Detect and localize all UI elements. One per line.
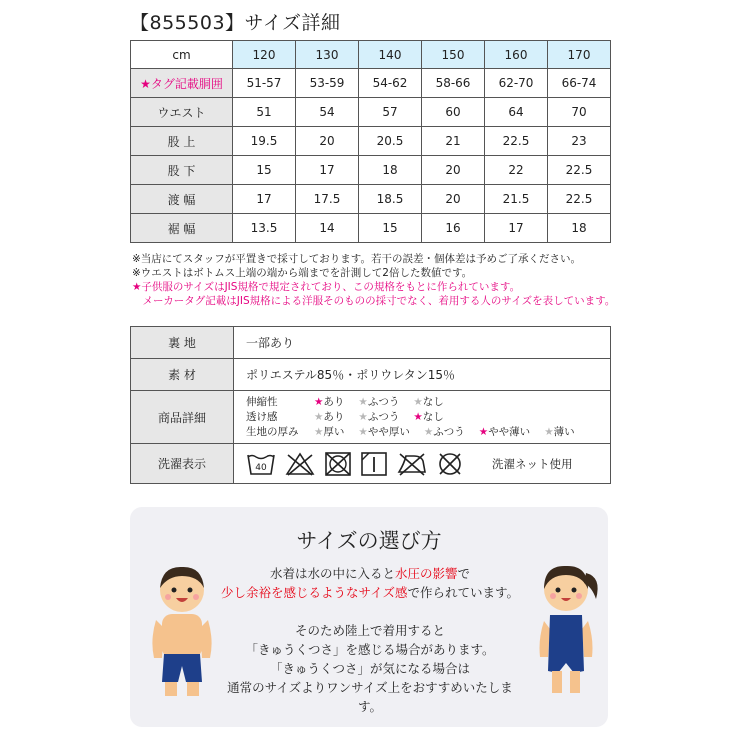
detail-option: ★なし (413, 395, 444, 408)
table-cell: 18 (548, 214, 611, 243)
table-cell: 23 (548, 127, 611, 156)
guide-title: サイズの選び方 (296, 529, 442, 553)
detail-option: ★薄い (544, 425, 575, 438)
guide-emphasis: 少し余裕を感じるようなサイズ感 (220, 585, 408, 600)
detail-option: ★やや薄い (478, 425, 531, 438)
line-dry-shade-icon (360, 451, 388, 477)
unit-label: cm (131, 41, 233, 69)
wash-temp-label: 40 (255, 462, 267, 473)
wash-note: 洗濯ネット使用 (492, 456, 573, 471)
guide-text: 水着は水の中に入ると (269, 566, 395, 581)
table-cell: 17.5 (296, 185, 359, 214)
size-header: 120 (233, 41, 296, 69)
guide-text: で作られています。 (407, 585, 520, 600)
table-cell: 15 (233, 156, 296, 185)
star-filled-icon: ★ (314, 395, 324, 408)
table-row (131, 391, 611, 444)
detail-key: 伸縮性 (246, 395, 278, 408)
table-cell: 21 (422, 127, 485, 156)
row-label: ★タグ記載胴囲 (131, 69, 233, 98)
table-cell: 16 (422, 214, 485, 243)
size-notes (132, 252, 616, 308)
no-bleach-icon (284, 451, 316, 477)
details-list (246, 395, 610, 440)
table-cell: 51 (233, 98, 296, 127)
table-cell: 22.5 (548, 185, 611, 214)
table-cell: 17 (233, 185, 296, 214)
row-label: 裏 地 (131, 327, 234, 359)
table-cell: 22 (485, 156, 548, 185)
table-cell: 14 (296, 214, 359, 243)
table-row (131, 156, 611, 185)
table-row (131, 444, 611, 484)
note-line: メーカータグ記載はJIS規格による洋服そのものの採寸でなく、着用する人のサイズを表しています。 (132, 295, 616, 307)
table-row (131, 185, 611, 214)
row-label: 商品詳細 (131, 391, 234, 444)
table-cell: 53-59 (296, 69, 359, 98)
table-cell: 62-70 (485, 69, 548, 98)
guide-line: そのため陸上で着用すると (294, 623, 445, 638)
size-header-row (131, 41, 611, 69)
row-label: ウエスト (131, 98, 233, 127)
star-empty-icon: ★ (314, 425, 324, 438)
table-cell: 51-57 (233, 69, 296, 98)
boy-illustration (142, 562, 222, 702)
star-empty-icon: ★ (358, 425, 368, 438)
page-title: 【855503】サイズ詳細 (130, 12, 341, 34)
size-table (130, 40, 611, 243)
detail-row (246, 410, 610, 425)
table-row (131, 98, 611, 127)
guide-paragraph-2 (220, 621, 520, 716)
wash-40-icon (246, 451, 276, 477)
guide-text: で (457, 566, 471, 581)
size-header: 160 (485, 41, 548, 69)
detail-key: 生地の厚み (246, 425, 299, 438)
star-empty-icon: ★ (314, 410, 324, 423)
detail-option: ★あり (314, 395, 345, 408)
table-row (131, 214, 611, 243)
size-header: 130 (296, 41, 359, 69)
table-cell: 54 (296, 98, 359, 127)
detail-option: ★厚い (314, 425, 345, 438)
row-label: 股 下 (131, 156, 233, 185)
table-cell: 20.5 (359, 127, 422, 156)
guide-emphasis: 水圧の影響 (394, 566, 458, 581)
lining-value: 一部あり (234, 327, 611, 359)
star-empty-icon: ★ (423, 425, 434, 438)
row-label: 渡 幅 (131, 185, 233, 214)
table-cell: 18.5 (359, 185, 422, 214)
table-cell: 17 (296, 156, 359, 185)
no-dry-clean-icon (436, 451, 464, 477)
table-cell: 15 (359, 214, 422, 243)
star-empty-icon: ★ (358, 410, 368, 423)
size-header: 150 (422, 41, 485, 69)
table-cell: 21.5 (485, 185, 548, 214)
table-cell: 17 (485, 214, 548, 243)
row-label: 股 上 (131, 127, 233, 156)
detail-row (246, 395, 610, 410)
table-cell: 64 (485, 98, 548, 127)
table-cell: 54-62 (359, 69, 422, 98)
details-cell (234, 391, 611, 444)
table-cell: 20 (422, 185, 485, 214)
detail-option: ★やや厚い (358, 425, 410, 438)
table-cell: 66-74 (548, 69, 611, 98)
table-cell: 20 (296, 127, 359, 156)
table-cell: 13.5 (233, 214, 296, 243)
table-row (131, 127, 611, 156)
table-cell: 20 (422, 156, 485, 185)
table-row (131, 327, 611, 359)
note-line: ★子供服のサイズはJIS規格で規定されており、この規格をもとに作られています。 (132, 281, 521, 293)
no-iron-icon (396, 451, 428, 477)
star-empty-icon: ★ (544, 425, 554, 438)
row-label: 洗濯表示 (131, 444, 234, 484)
size-guide-panel (130, 507, 608, 727)
size-header: 170 (548, 41, 611, 69)
star-empty-icon: ★ (413, 395, 423, 408)
detail-option: ★ふつう (358, 410, 400, 423)
table-cell: 60 (422, 98, 485, 127)
no-tumble-dry-icon (324, 451, 352, 477)
star-filled-icon: ★ (478, 425, 489, 438)
star-empty-icon: ★ (358, 395, 368, 408)
material-value: ポリエステル85％・ポリウレタン15％ (234, 359, 611, 391)
table-cell: 22.5 (485, 127, 548, 156)
detail-option: ★ふつう (358, 395, 400, 408)
row-label: 素 材 (131, 359, 234, 391)
material-table (130, 326, 611, 484)
detail-option: ★なし (413, 410, 444, 423)
table-cell: 22.5 (548, 156, 611, 185)
detail-row (246, 425, 610, 440)
table-cell: 58-66 (422, 69, 485, 98)
size-header: 140 (359, 41, 422, 69)
detail-option: ★ふつう (423, 425, 465, 438)
table-row (131, 69, 611, 98)
note-line: ※ウエストはボトムス上端の端から端までを計測して2倍した数値です。 (132, 267, 473, 279)
table-row (131, 359, 611, 391)
guide-paragraph-1 (220, 564, 520, 602)
guide-line: 「きゅうくつさ」を感じる場合があります。 (245, 642, 495, 657)
wash-cell (234, 444, 611, 484)
guide-line: 通常のサイズよりワンサイズ上をおすすめいたします。 (227, 680, 513, 714)
table-cell: 70 (548, 98, 611, 127)
table-cell: 57 (359, 98, 422, 127)
table-cell: 18 (359, 156, 422, 185)
row-label: 裾 幅 (131, 214, 233, 243)
table-cell: 19.5 (233, 127, 296, 156)
star-filled-icon: ★ (413, 410, 423, 423)
guide-line: 「きゅうくつさ」が気になる場合は (269, 661, 470, 676)
note-line: ※当店にてスタッフが平置きで採寸しております。若干の誤差・個体差は予めご了承ください。 (132, 253, 581, 265)
detail-key: 透け感 (246, 410, 278, 423)
detail-option: ★あり (314, 410, 345, 423)
girl-illustration (526, 559, 606, 699)
